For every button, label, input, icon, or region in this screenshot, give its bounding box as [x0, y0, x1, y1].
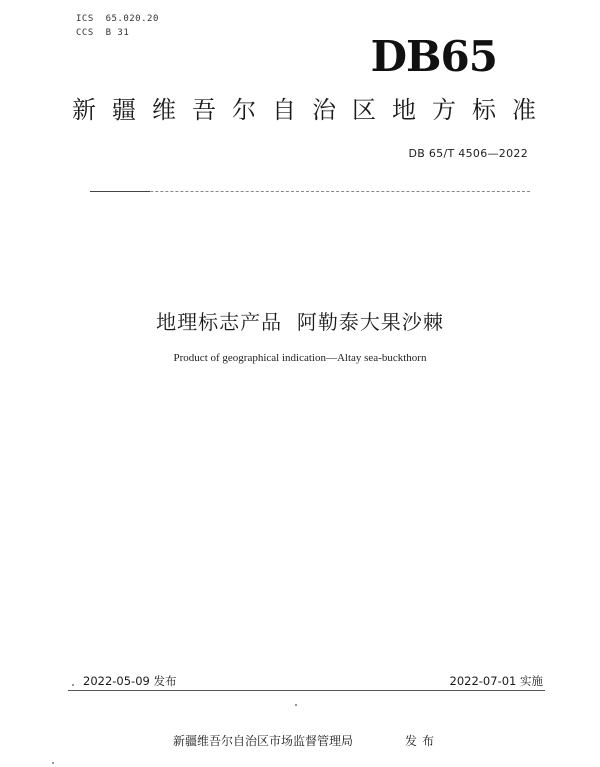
header-divider-solid — [90, 191, 150, 192]
standard-type-char: 新 — [72, 96, 96, 124]
footer-divider — [68, 690, 545, 691]
standard-type-char: 尔 — [232, 96, 256, 124]
db65-logo: DB65 — [370, 32, 497, 81]
scan-speck — [52, 762, 54, 764]
standard-type-char: 自 — [272, 96, 296, 124]
standard-type-char: 标 — [472, 96, 496, 124]
scan-speck — [295, 704, 297, 706]
standard-type-char: 治 — [312, 96, 336, 124]
ics-code: ICS 65.020.20 — [76, 14, 159, 24]
standard-type-char: 准 — [512, 96, 536, 124]
publisher-name: 新疆维吾尔自治区市场监督管理局 — [173, 734, 354, 748]
title-english: Product of geographical indication—Altay sea-buckthorn — [173, 352, 427, 364]
standard-type-char: 疆 — [112, 96, 136, 124]
scan-speck — [72, 684, 74, 686]
header-divider — [90, 191, 530, 192]
standard-type-char: 地 — [392, 96, 416, 124]
implementation-date: 2022-07-01 实施 — [449, 674, 543, 688]
standard-number: DB 65/T 4506—2022 — [408, 147, 528, 160]
standard-type-char: 维 — [152, 96, 176, 124]
standard-type-char: 方 — [432, 96, 456, 124]
ccs-code: CCS B 31 — [76, 28, 130, 38]
standard-type-heading — [72, 98, 536, 122]
issue-date: 2022-05-09 发布 — [83, 674, 177, 688]
publish-label: 发布 — [405, 734, 440, 748]
standard-type-char: 区 — [352, 96, 376, 124]
standard-type-char: 吾 — [192, 96, 216, 124]
title-chinese: 地理标志产品 阿勒泰大果沙棘 — [156, 310, 444, 334]
